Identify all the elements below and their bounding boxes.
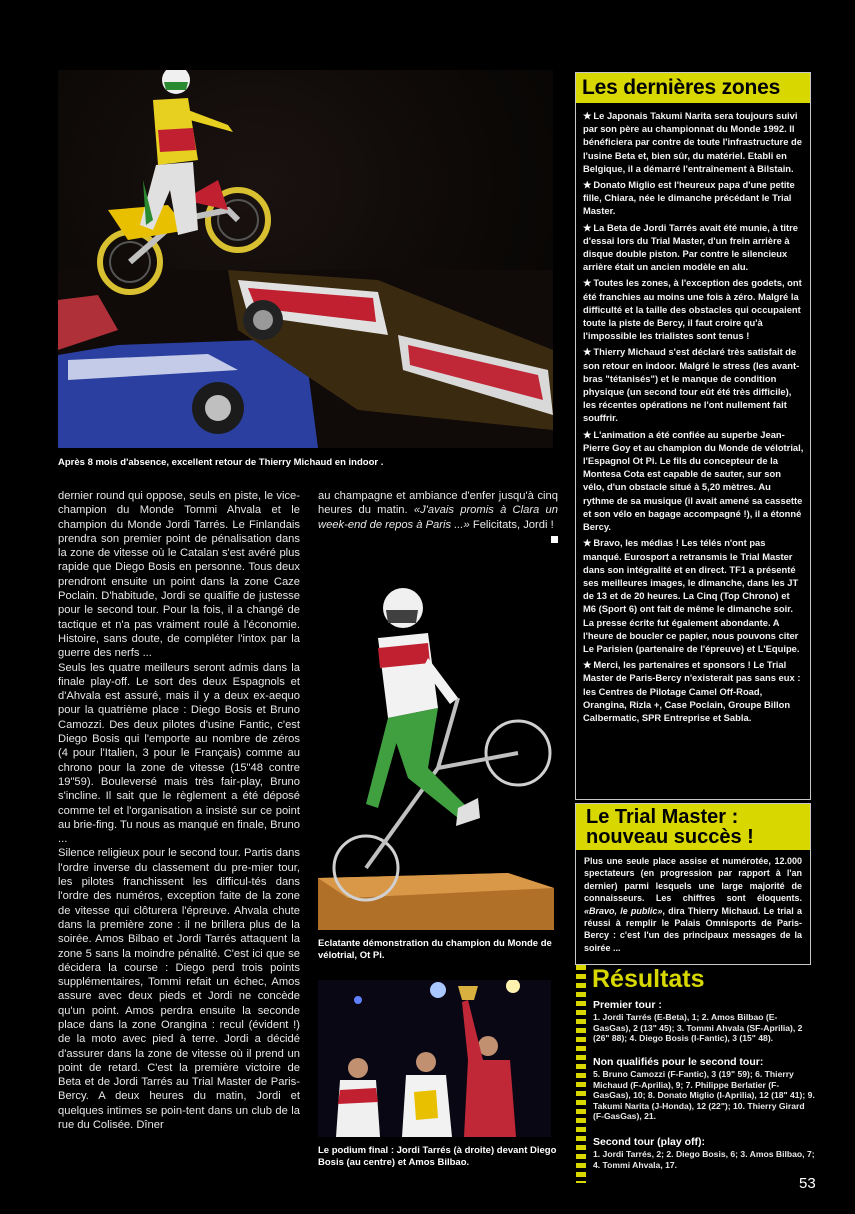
sidebar-item-text: Bravo, les médias ! Les télés n'ont pas manqué. Eurosport a retransmis le Trial Master dans son intégralité et en direct. TF1 a présenté ses meilleures images, le dimanche, dans les JT de 13 et de 20 heures. La Cinq (Top Chrono) et M6 (Sport 6) ont fait de même le dimanche soir. La presse écrite fut également abondante. A l'heure de boucler ce papier, nous pouvons citer Le Parisien (partenaire de l'épreuve) et L'Equipe. [583,537,800,654]
trial-master-box [575,803,811,965]
results-first-round [593,999,815,1044]
results-first-round-heading: Premier tour : [593,999,662,1011]
photo-ot-pi-illustration [318,568,554,930]
results-second-round-list: 1. Jordi Tarrés, 2; 2. Diego Bosis, 6; 3. Amos Bilbao, 7; 4. Tommi Ahvala, 17. [593,1149,815,1170]
sidebar-item-text: Thierry Michaud s'est déclaré très satisfait de son retour en indoor. Malgré le stress (les avant-bras "tétanisés") et le manque de condition physique (un second tour eût été très difficile), les récentes opérations ne l'ont nullement fait souffrir. [583,346,800,424]
trial-master-text-start: Plus une seule place assise et numérotée, 12.000 spectateurs (en progression par rapport à l'an dernier) parmi lesquels une large majorité de connaisseurs. Les chiffres sont éloquents. [584,856,802,904]
sidebar-item [583,658,804,724]
star-icon: ★ [583,659,592,671]
star-icon: ★ [583,346,592,358]
photo-ot-pi [318,568,554,930]
end-of-article-mark [551,536,558,543]
photo-podium [318,980,551,1137]
results-title: Résultats [592,965,705,993]
sidebar-item-text: La Beta de Jordi Tarrés avait été munie, à titre d'essai lors du Trial Master, d'un frein arrière à disque double piston. Par contre le silencieux arrière était un ancien modèle en alu. [583,221,798,273]
results-not-qualified [593,1056,815,1122]
photo-thierry-michaud-illustration [58,70,553,448]
star-icon: ★ [583,277,592,289]
sidebar-item [583,345,804,424]
photo-thierry-michaud [58,70,553,448]
results-stripe-decoration [576,965,586,1183]
photo-podium-illustration [318,980,551,1137]
article-sign-off: Felicitats, Jordi ! [469,518,554,531]
sidebar-item [583,536,804,655]
sidebar-item [583,276,804,342]
sidebar-item [583,428,804,534]
results-first-round-list: 1. Jordi Tarrés (E-Beta), 1; 2. Amos Bilbao (E-GasGas), 2 (13" 45); 3. Tommi Ahvala (SF-Aprilia), 2 (26" 88); 4. Diego Bosis (I-Fantic), 3 (15" 48). [593,1012,803,1044]
results-section [576,965,816,1185]
sidebar-item-text: L'animation a été confiée au superbe Jean-Pierre Goy et au champion du Monde de vélotrial, l'Espagnol Ot Pi. Le fils du concepteur de la Montesa Cota est capable de sauter, sur son vélo, d'un obstacle situé à 5,20 mètres. Au rythme de sa musique (il avait amené sa cassette et son vélo en bagage accompagné !), il a étonné Bercy. [583,428,804,533]
trial-master-title-line2: nouveau succès ! [586,826,754,848]
sidebar-item [583,178,804,218]
trial-master-text [576,850,810,954]
trial-master-text-end: , dira Thierry Michaud. Le trial a réussi à remplir le Palais Omnisports de Paris-Bercy : c'est l'un des principaux messages de la soirée ... [584,905,802,953]
star-icon: ★ [583,428,592,440]
article-paragraph: Silence religieux pour le second tour. Partis dans l'ordre inverse du classement du pre-mier tour, les pilotes franchissent les difficul-tés dans l'ordre des numéros, exception faite de la zone de vitesse qui clôturera l'épreuve. Ahvala chute dans la première zone : il ne brillera plus de la soirée. Amos Bilbao et Jordi Tarrés attaquent la zone 5 sans la moindre pénalité. C'est ici que se décidera la course : Diego perd trois points supplémentaires, Tommi refait un échec, Amos assure avec deux pieds et Jordi ne concède qu'un point. Amos perdra ensuite la seconde place dans la zone Orangina : recul (évident !) de la moto avec pied à terre. Jordi a décidé d'assurer dans la zone de vitesse où il prend un point de retard. C'est la première victoire de Beta et de Jordi Tarrés au Trial Master de Paris-Bercy. A deux heures du matin, Jordi et quelques intimes se poin-tent dans un club de la rue du Colisée. Dîner [58,847,300,1132]
sidebar-item-text: Merci, les partenaires et sponsors ! Le Trial Master de Paris-Bercy n'existerait pas sans eux : les Centres de Pilotage Camel Off-Road, Orangina, Rizla +, Case Poclain, Groupe Billon Calbermatic, SPR Entreprise et Sabla. [583,659,801,723]
caption-podium-photo: Le podium final : Jordi Tarrés (à droite) devant Diego Bosis (au centre) et Amos Bilbao. [318,1145,557,1168]
caption-top-photo: Après 8 mois d'absence, excellent retour de Thierry Michaud en indoor . [58,457,384,468]
article-paragraph: Seuls les quatre meilleurs seront admis dans la finale play-off. Le sort des deux Espagnols et d'Ahvala est assuré, mais il y a deux ex-aequo pour la quatrième place : Diego Bosis et Bruno Camozzi. Des deux pilotes d'usine Fantic, c'est Diego Bosis qui l'emporte au nombre de zéros (4 pour l'Italien, 3 pour le Français) comme au chrono pour la zone de vitesse (15"48 contre 19"59). Bouleversé mais très fair-play, Bruno s'incline. Il sait que le règlement a été déposé comme tel et l'organisation a insisté sur ce point au brie-fing. Tu nous as manqué en finale, Bruno ... [58,661,300,846]
sidebar-dernieres-zones [575,72,811,800]
sidebar-item-text: Toutes les zones, à l'exception des godets, ont été franchies au moins une fois à zéro. Malgré la difficulté et la taille des obstacles qui occupaient toute la piste de Bercy, il faut croire qu'à l'impossible les trialistes sont tenus ! [583,277,802,342]
trial-master-title [576,804,810,850]
article-column-middle [318,489,558,543]
sidebar-title: Les dernières zones [576,73,810,103]
results-not-qualified-list: 5. Bruno Camozzi (F-Fantic), 3 (19" 59); 6. Thierry Michaud (F-Aprilia), 9; 7. Philippe Berlatier (F-GasGas), 10; 8. Donato Miglio (I-Aprilia), 12 (18" 41); 9. Takumi Narita (J-Honda), 12 (22"); 10. Thierry Girard (F-GasGas), 21. [593,1069,815,1122]
caption-mid-photo: Eclatante démonstration du champion du Monde de vélotrial, Ot Pi. [318,938,552,961]
results-not-qualified-heading: Non qualifiés pour le second tour: [593,1056,764,1068]
article-paragraph: dernier round qui oppose, seuls en piste, le vice-champion du Monde Tommi Ahvala et le champion du Monde Jordi Tarrés. Le Finlandais prendra son premier point de pénalisation dans la zone de vitesse où le Catalan s'est avéré plus rapide que Diego Bosis en personne. Tous deux prendront ensuite un point dans la zone Caze Poclain. D'habitude, Jordi se qualifie de justesse pour le second tour. Pour la fois, il a changé de tactique et n'a pas vraiment roulé à l'économie. Histoire, sans doute, de compléter l'intox par la guerre des nerfs ... [58,490,300,660]
trial-master-quote: «Bravo, le public» [584,905,663,916]
sidebar-item-text: Le Japonais Takumi Narita sera toujours suivi par son père au championnat du Monde 1992. Il bénéficiera par contre de toute l'infrastructure de l'usine Beta et, bien sûr, du matériel. Etabli en Belgique, il a démarré l'entraînement à Bilstain. [583,110,802,174]
star-icon: ★ [583,179,592,191]
article-ending-text: au champagne et ambiance d'enfer jusqu'à cinq heures du matin. [318,490,558,517]
sidebar-item-text: Donato Miglio est l'heureux papa d'une petite fille, Chiara, née le dimanche précédant le Trial Master. [583,179,795,217]
results-second-round [593,1136,815,1170]
results-second-round-heading: Second tour (play off): [593,1136,705,1148]
sidebar-item [583,221,804,274]
page-number: 53 [799,1175,816,1192]
trial-master-title-line1: Le Trial Master : [586,806,739,828]
article-quote: «J'avais promis à Clara un week-end de repos à Paris ...» [318,504,558,531]
sidebar-item [583,109,804,175]
star-icon: ★ [583,537,592,549]
star-icon: ★ [583,110,592,121]
sidebar-items [576,103,810,724]
article-column-left [58,489,300,1132]
star-icon: ★ [583,221,592,233]
article-ending [318,489,558,532]
